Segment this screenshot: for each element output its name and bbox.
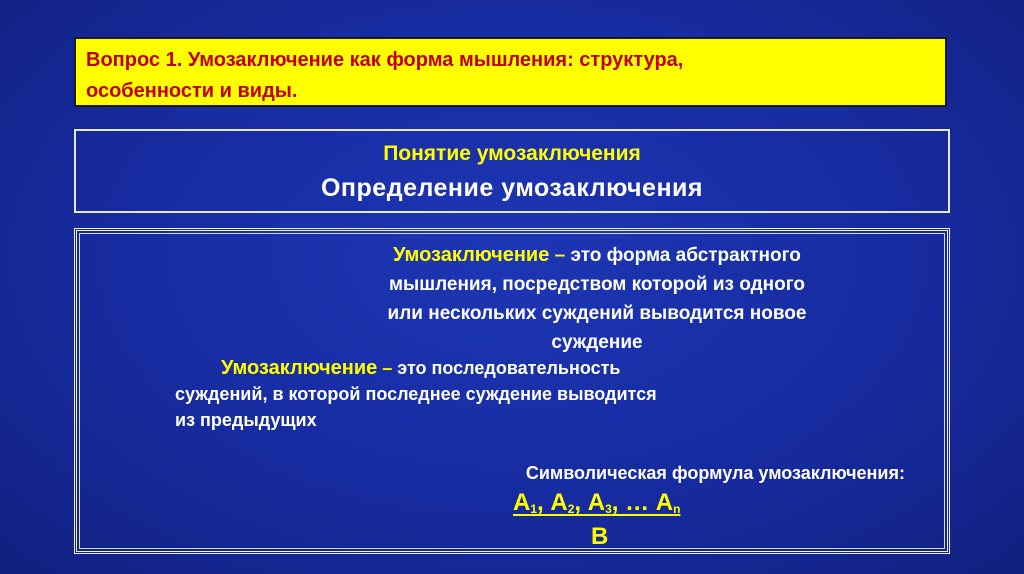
definition-1-line-2: мышления, посредством которой из одного bbox=[388, 274, 806, 295]
title-line-2: особенности и виды. bbox=[86, 80, 298, 102]
definition-2-line-3: из предыдущих bbox=[175, 410, 317, 430]
definition-1-dash: – bbox=[549, 245, 571, 266]
definition-2-line-1 bbox=[175, 355, 795, 381]
premise-a2-index: 2 bbox=[567, 502, 575, 516]
definition-heading: Определение умозаключения bbox=[320, 174, 704, 202]
premise-a1-index: 1 bbox=[530, 502, 538, 516]
formula-premises bbox=[513, 489, 680, 517]
title-line-1: Вопрос 1. Умозаключение как форма мышления: структура, bbox=[86, 49, 684, 71]
title-box bbox=[74, 37, 947, 107]
definition-2 bbox=[175, 355, 795, 433]
definition-1-text: это форма абстрактного bbox=[570, 245, 801, 266]
definition-1-line-3: или нескольких суждений выводится новое bbox=[387, 303, 807, 324]
premise-a3-index: 3 bbox=[605, 502, 612, 516]
definition-1 bbox=[317, 241, 877, 357]
concept-heading: Понятие умозаключения bbox=[383, 142, 641, 165]
definition-2-dash: – bbox=[377, 358, 398, 378]
premise-a3: , А bbox=[574, 489, 606, 516]
definition-2-line-2: суждений, в которой последнее суждение выводится bbox=[175, 384, 657, 404]
definition-1-term: Умозаключение bbox=[393, 244, 550, 266]
premise-a1: А bbox=[513, 489, 531, 516]
premise-a2: , А bbox=[537, 489, 568, 516]
premise-an: , … А bbox=[611, 489, 674, 516]
premise-an-index: n bbox=[673, 502, 681, 516]
definition-1-line-1 bbox=[317, 241, 877, 270]
definition-2-text: это последовательность bbox=[397, 358, 621, 378]
subtitle-box bbox=[74, 129, 950, 213]
content-box bbox=[74, 228, 950, 554]
formula-conclusion: В bbox=[591, 523, 609, 550]
definition-2-term: Умозаключение bbox=[221, 357, 378, 379]
formula-label: Символическая формула умозаключения: bbox=[525, 463, 905, 483]
definition-1-line-4: суждение bbox=[551, 332, 643, 353]
